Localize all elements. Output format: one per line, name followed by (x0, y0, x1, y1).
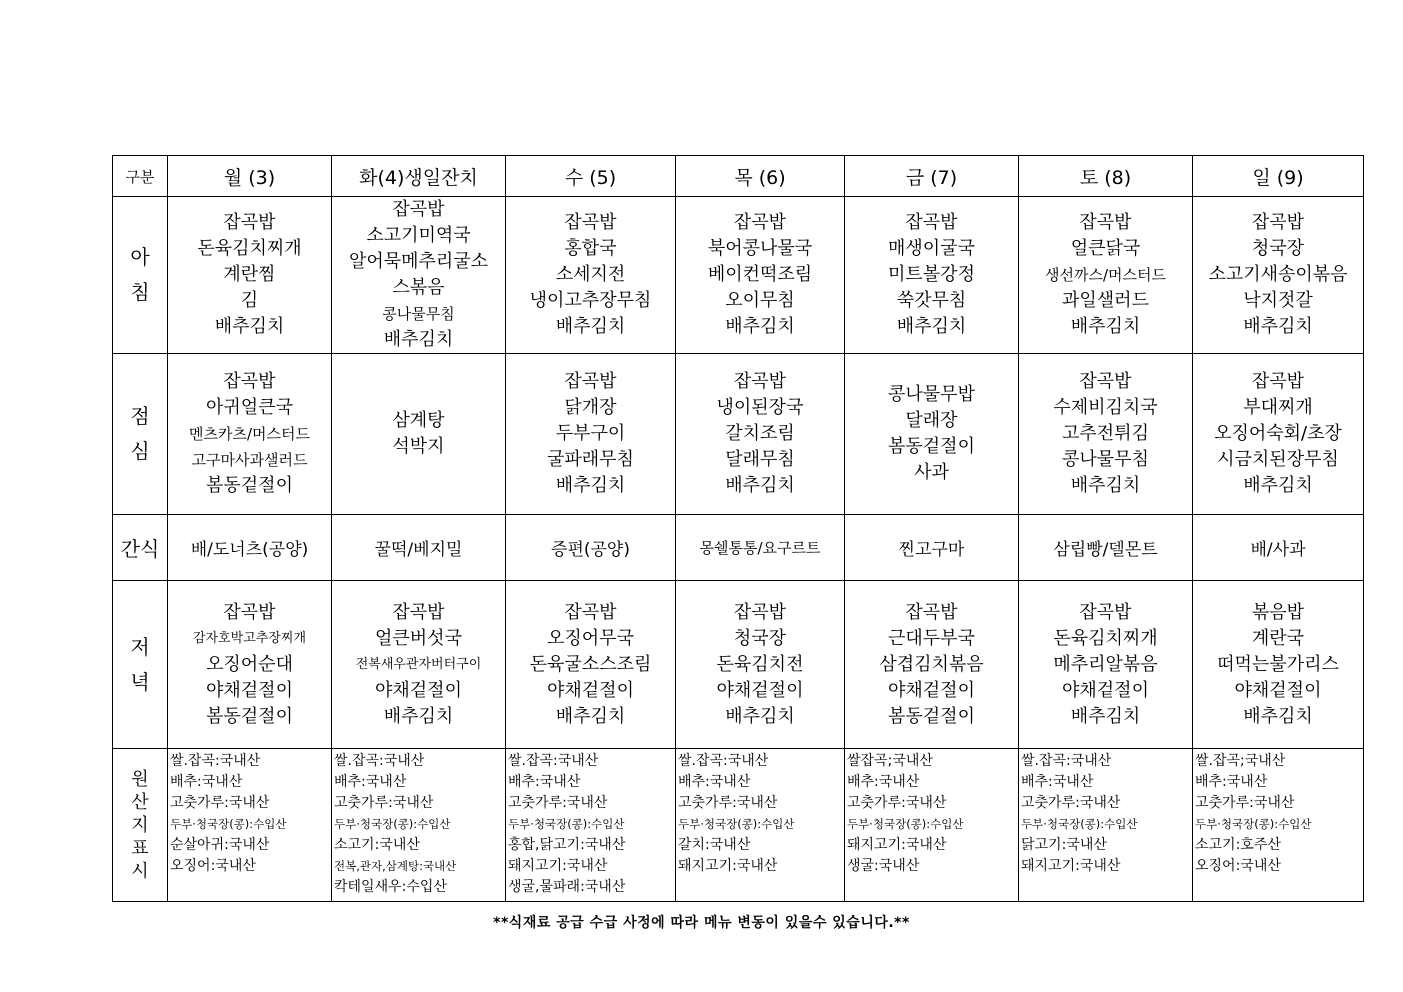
dish-item: 메추리알볶음 (1053, 653, 1158, 675)
dish-item: 야채겉절이 (1062, 679, 1149, 701)
menu-change-notice: **식재료 공급 수급 사정에 따라 메뉴 변동이 있을수 있습니다.** (493, 915, 910, 931)
dish-item: 야채겉절이 (888, 679, 975, 701)
dish-item: 과일샐러드 (1062, 290, 1149, 311)
dish-item: 배추김치 (383, 705, 454, 727)
dish-item: 잡곡밥 (564, 601, 617, 623)
dish-item: 배추김치 (555, 475, 626, 496)
origin-cell-wed (506, 749, 676, 902)
dish-item: 전복새우관자버터구이 (355, 656, 482, 672)
origin-item: 오징어:국내산 (170, 858, 256, 874)
breakfast-cell-thu (676, 197, 845, 354)
dish-item: 청국장 (733, 627, 787, 649)
dish-item: 잡곡밥 (1079, 601, 1132, 623)
origin-item: 배추:국내산 (1021, 774, 1094, 790)
origin-item: 두부·청국장(콩):수입산 (170, 817, 287, 831)
dish-item: 돈육김치찌개 (1053, 627, 1158, 649)
snack-cell-thu: 몽쉘통통/요구르트 (676, 515, 845, 581)
dish-item: 배추김치 (1070, 316, 1141, 337)
origin-item: 전복,관자,삼계탕:국내산 (334, 859, 457, 873)
dish-item: 고구마사과샐러드 (191, 451, 308, 469)
dish-item: 냉이된장국 (716, 397, 804, 418)
snack-cell-sat: 삼립빵/델몬트 (1019, 515, 1193, 581)
origin-item: 순살아귀:국내산 (170, 837, 270, 853)
dish-item: 생선까스/머스터드 (1045, 266, 1166, 284)
origin-item: 고춧가루:국내산 (1195, 795, 1295, 811)
origin-row (113, 749, 1364, 902)
dish-item: 멘츠카츠/머스터드 (189, 425, 310, 443)
dish-item: 굴파래무침 (547, 449, 634, 470)
dish-item: 부대찌개 (1243, 397, 1313, 418)
day-header-tue: 화(4)생일잔치 (332, 156, 506, 197)
breakfast-cell-sat (1019, 197, 1193, 354)
dish-item: 야채겉절이 (206, 679, 293, 701)
dish-item: 달래장 (905, 410, 958, 431)
breakfast-cell-tue (332, 197, 506, 354)
dish-item: 시금치된장무침 (1217, 449, 1339, 470)
dinner-cell-wed (506, 581, 676, 749)
dish-item: 콩나물무밥 (888, 384, 975, 405)
dinner-cell-sat (1019, 581, 1193, 749)
dish-item: 배추김치 (1243, 475, 1313, 496)
dish-item: 미트볼강정 (888, 264, 975, 285)
dish-item: 잡곡밥 (1079, 212, 1132, 233)
snack-cell-tue: 꿀떡/베지밀 (332, 515, 506, 581)
dish-item: 계란국 (1251, 627, 1305, 649)
dish-item: 수제비김치국 (1053, 397, 1158, 418)
dish-item: 잡곡밥 (564, 371, 617, 392)
dish-item: 배추김치 (896, 316, 967, 337)
origin-item: 고춧가루:국내산 (508, 795, 608, 811)
dish-item: 돈육김치전 (716, 653, 804, 675)
breakfast-cell-sun (1193, 197, 1364, 354)
dish-item: 떠먹는불가리스 (1217, 653, 1339, 675)
dish-item: 야채겉절이 (547, 679, 634, 701)
snack-label: 간식 (113, 515, 168, 581)
dish-item: 달래무침 (725, 449, 795, 470)
origin-item: 고춧가루:국내산 (170, 795, 270, 811)
dish-item: 북어콩나물국 (707, 238, 813, 259)
dish-item: 봄동겉절이 (206, 705, 293, 727)
dish-item: 돈육김치찌개 (197, 238, 302, 259)
origin-item: 두부·청국장(콩):수입산 (334, 817, 451, 831)
dish-item: 쑥갓무침 (896, 290, 967, 311)
origin-item: 돼지고기:국내산 (847, 837, 947, 853)
day-header-wed: 수 (5) (506, 156, 676, 197)
origin-item: 쌀.잡곡:국내산 (1021, 753, 1112, 769)
dish-item: 감자호박고추장찌개 (192, 630, 307, 646)
dish-item: 알어묵메추리굴소 (348, 251, 489, 272)
dish-item: 배추김치 (725, 705, 795, 727)
dish-item: 두부구이 (555, 423, 626, 444)
dinner-row (113, 581, 1364, 749)
origin-item: 생굴,물파래:국내산 (508, 879, 626, 895)
day-header-fri: 금 (7) (845, 156, 1019, 197)
dish-item: 배추김치 (555, 705, 626, 727)
dish-item: 야채겉절이 (1234, 679, 1322, 701)
dish-item: 오징어순대 (206, 653, 293, 675)
dish-item: 근대두부국 (888, 627, 975, 649)
category-header: 구분 (113, 156, 168, 197)
lunch-label: 점 심 (113, 354, 168, 515)
origin-cell-sun (1193, 749, 1364, 902)
dinner-label: 저 녁 (113, 581, 168, 749)
lunch-cell-tue (332, 354, 506, 515)
dish-item: 배추김치 (1070, 475, 1141, 496)
lunch-cell-fri (845, 354, 1019, 515)
origin-cell-tue (332, 749, 506, 902)
dish-item: 야채겉절이 (375, 679, 462, 701)
dish-item: 배추김치 (214, 316, 285, 337)
dish-item: 배추김치 (1070, 705, 1141, 727)
day-header-sun: 일 (9) (1193, 156, 1364, 197)
dish-item: 야채겉절이 (716, 679, 804, 701)
dish-item: 잡곡밥 (392, 199, 445, 220)
dish-item: 잡곡밥 (564, 212, 617, 233)
breakfast-cell-fri (845, 197, 1019, 354)
origin-item: 칵테일새우:수입산 (334, 879, 447, 895)
dinner-cell-tue (332, 581, 506, 749)
dinner-cell-mon (168, 581, 332, 749)
dish-item: 냉이고추장무침 (529, 290, 652, 311)
weekly-menu-table (112, 155, 1364, 902)
origin-item: 소고기:호주산 (1195, 837, 1281, 853)
dish-item: 오징어숙회/초장 (1214, 423, 1342, 444)
dish-item: 석박지 (392, 436, 445, 457)
dish-item: 잡곡밥 (223, 212, 276, 233)
origin-item: 배추:국내산 (170, 774, 243, 790)
origin-item: 두부·청국장(콩):수입산 (508, 817, 625, 831)
breakfast-label: 아 침 (113, 197, 168, 354)
dish-item: 삼계탕 (392, 410, 445, 431)
dinner-cell-fri (845, 581, 1019, 749)
dish-item: 콩나물무침 (1062, 449, 1149, 470)
origin-item: 쌀잡곡;국내산 (847, 753, 933, 769)
snack-cell-fri: 찐고구마 (845, 515, 1019, 581)
breakfast-cell-mon (168, 197, 332, 354)
lunch-cell-mon (168, 354, 332, 515)
dish-item: 배추김치 (725, 475, 795, 496)
origin-item: 배추:국내산 (678, 774, 751, 790)
breakfast-cell-wed (506, 197, 676, 354)
dish-item: 갈치조림 (725, 423, 795, 444)
day-header-sat: 토 (8) (1019, 156, 1193, 197)
dish-item: 잡곡밥 (733, 371, 787, 392)
origin-item: 소고기:국내산 (334, 837, 420, 853)
origin-item: 고춧가루:국내산 (678, 795, 778, 811)
snack-cell-sun: 배/사과 (1193, 515, 1364, 581)
day-header-mon: 월 (3) (168, 156, 332, 197)
origin-item: 배추:국내산 (334, 774, 407, 790)
dish-item: 봄동겉절이 (206, 475, 293, 496)
dish-item: 배추김치 (725, 316, 795, 337)
dish-item: 낙지젓갈 (1243, 290, 1313, 311)
origin-item: 두부·청국장(콩):수입산 (1021, 817, 1138, 831)
dish-item: 잡곡밥 (223, 371, 276, 392)
dish-item: 아귀얼큰국 (206, 397, 293, 418)
dish-item: 잡곡밥 (905, 601, 958, 623)
origin-cell-fri (845, 749, 1019, 902)
lunch-cell-sun (1193, 354, 1364, 515)
origin-item: 쌀.잡곡:국내산 (334, 753, 425, 769)
dish-item: 오이무침 (725, 290, 795, 311)
dish-item: 배추김치 (555, 316, 626, 337)
dish-item: 오징어무국 (547, 627, 634, 649)
dinner-cell-sun (1193, 581, 1364, 749)
origin-item: 오징어:국내산 (1195, 858, 1281, 874)
dish-item: 돈육굴소스조림 (529, 653, 652, 675)
dish-item: 소고기새송이볶음 (1208, 264, 1348, 285)
dish-item: 배추김치 (383, 329, 454, 350)
origin-item: 쌀.잡곡:국내산 (508, 753, 599, 769)
snack-row (113, 515, 1364, 581)
dish-item: 배추김치 (1243, 705, 1313, 727)
dish-item: 배추김치 (1243, 316, 1313, 337)
origin-item: 갈치:국내산 (678, 837, 751, 853)
dish-item: 계란찜 (223, 264, 276, 285)
dish-item: 김 (240, 290, 259, 311)
origin-item: 배추:국내산 (847, 774, 920, 790)
origin-item: 고춧가루:국내산 (847, 795, 947, 811)
origin-item: 돼지고기:국내산 (678, 858, 778, 874)
dish-item: 잡곡밥 (733, 212, 787, 233)
dish-item: 베이컨떡조림 (707, 264, 813, 285)
origin-item: 고춧가루:국내산 (334, 795, 434, 811)
dish-item: 잡곡밥 (1251, 371, 1305, 392)
origin-item: 두부·청국장(콩):수입산 (847, 817, 964, 831)
snack-cell-wed: 증편(공양) (506, 515, 676, 581)
day-header-thu: 목 (6) (676, 156, 845, 197)
origin-item: 돼지고기:국내산 (508, 858, 608, 874)
origin-item: 쌀.잡곡;국내산 (1195, 753, 1286, 769)
dinner-cell-thu (676, 581, 845, 749)
dish-item: 잡곡밥 (905, 212, 958, 233)
lunch-row (113, 354, 1364, 515)
dish-item: 매생이굴국 (888, 238, 975, 259)
dish-item: 얼큰닭국 (1070, 238, 1141, 259)
header-row (113, 156, 1364, 197)
origin-cell-mon (168, 749, 332, 902)
origin-cell-sat (1019, 749, 1193, 902)
dish-item: 고추전튀김 (1062, 423, 1149, 444)
dish-item: 얼큰버섯국 (375, 627, 462, 649)
lunch-cell-wed (506, 354, 676, 515)
dish-item: 잡곡밥 (1251, 212, 1305, 233)
origin-item: 생굴:국내산 (847, 858, 920, 874)
origin-item: 홍합,닭고기:국내산 (508, 837, 626, 853)
breakfast-row (113, 197, 1364, 354)
origin-cell-thu (676, 749, 845, 902)
dish-item: 잡곡밥 (1079, 371, 1132, 392)
lunch-cell-thu (676, 354, 845, 515)
origin-item: 배추:국내산 (508, 774, 581, 790)
dish-item: 봄동겉절이 (888, 705, 975, 727)
dish-item: 삼겹김치볶음 (879, 653, 984, 675)
origin-item: 두부·청국장(콩):수입산 (1195, 817, 1312, 831)
dish-item: 사과 (914, 462, 949, 483)
origin-item: 고춧가루:국내산 (1021, 795, 1121, 811)
dish-item: 잡곡밥 (733, 601, 787, 623)
origin-item: 돼지고기:국내산 (1021, 858, 1121, 874)
dish-item: 잡곡밥 (392, 601, 445, 623)
dish-item: 볶음밥 (1251, 601, 1305, 623)
dish-item: 스볶음 (392, 277, 445, 298)
dish-item: 청국장 (1251, 238, 1305, 259)
dish-item: 잡곡밥 (223, 601, 276, 623)
snack-cell-mon: 배/도너츠(공양) (168, 515, 332, 581)
dish-item: 콩나물무침 (382, 305, 455, 323)
lunch-cell-sat (1019, 354, 1193, 515)
dish-item: 닭개장 (564, 397, 617, 418)
dish-item: 홍합국 (564, 238, 617, 259)
origin-item: 두부·청국장(콩):수입산 (678, 817, 795, 831)
dish-item: 소세지전 (555, 264, 626, 285)
origin-item: 배추:국내산 (1195, 774, 1268, 790)
dish-item: 봄동겉절이 (888, 436, 975, 457)
dish-item: 소고기미역국 (366, 225, 471, 246)
origin-item: 닭고기:국내산 (1021, 837, 1107, 853)
origin-item: 쌀.잡곡:국내산 (170, 753, 261, 769)
origin-label: 원 산 지 표 시 (113, 749, 168, 902)
origin-item: 쌀.잡곡:국내산 (678, 753, 769, 769)
